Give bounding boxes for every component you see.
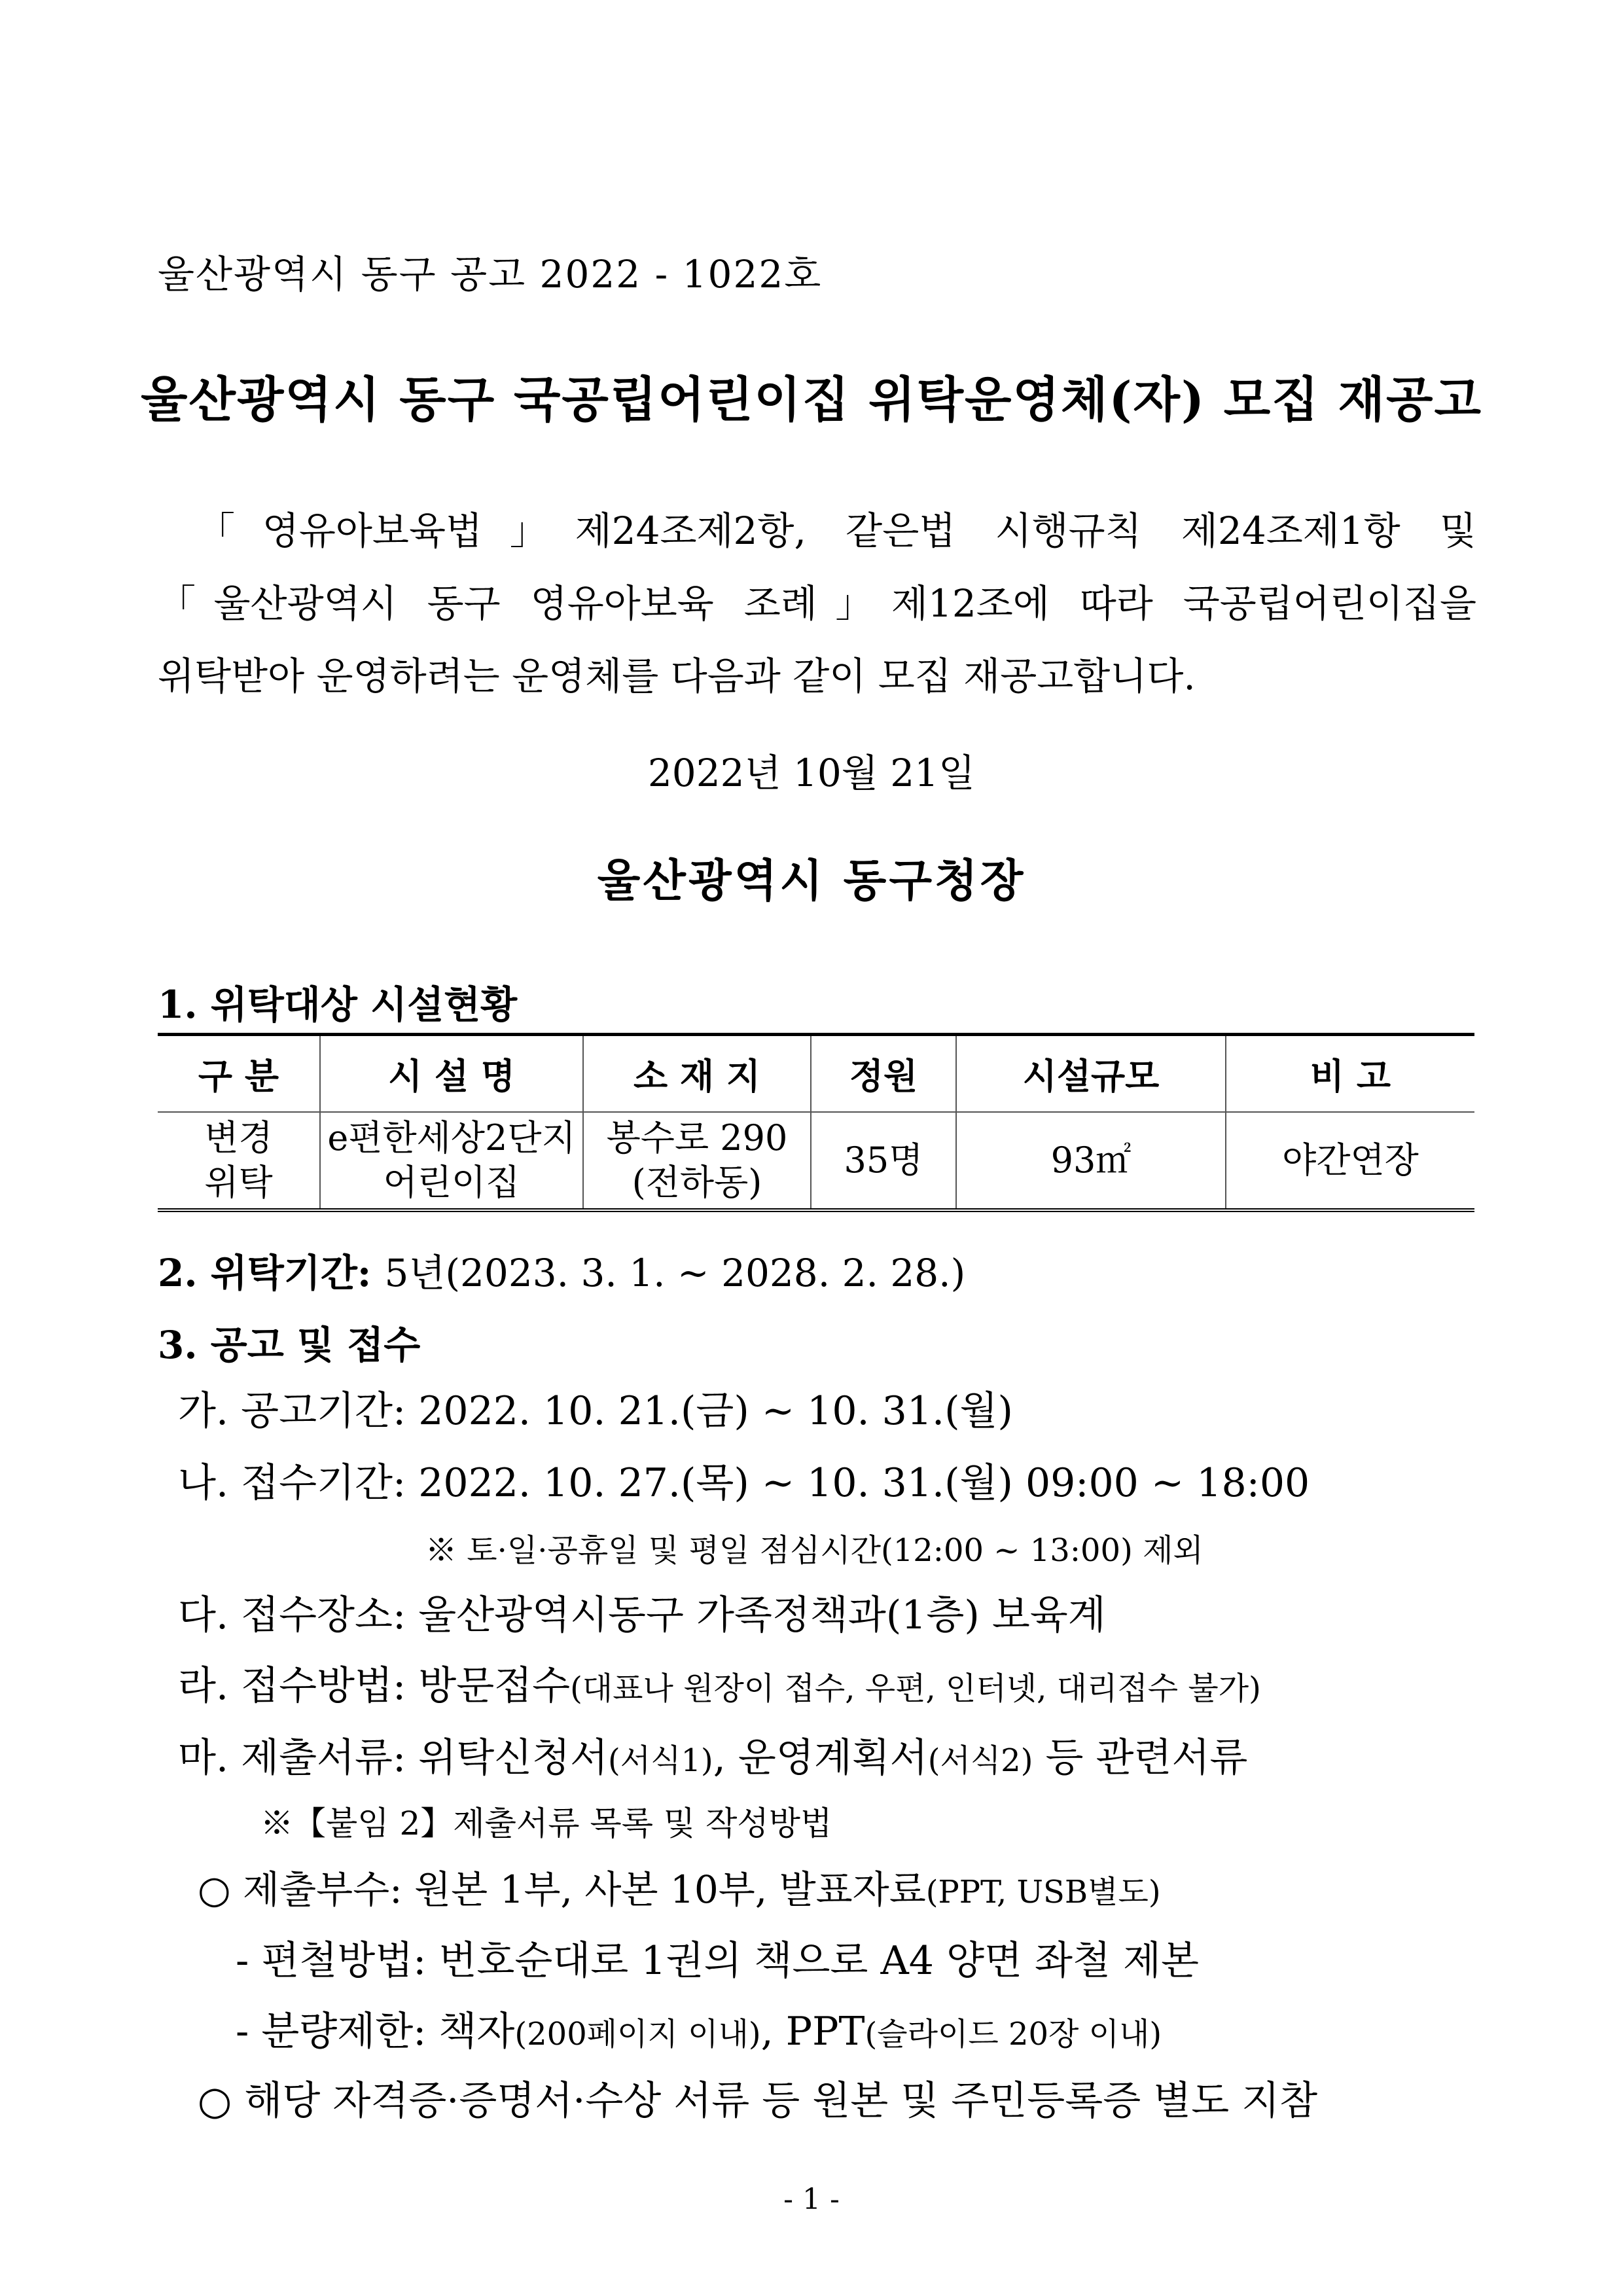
issuer: 울산광역시 동구청장 — [597, 855, 1026, 907]
column-header: 시 설 명 — [320, 1035, 583, 1112]
column-header: 시설규모 — [956, 1035, 1226, 1112]
notice-number: 울산광역시 동구 공고 2022 - 1022호 — [158, 252, 823, 296]
originals-item: ○ 해당 자격증·증명서·수상 서류 등 원본 및 주민등록증 별도 지참 — [198, 2078, 1318, 2124]
column-header: 정원 — [811, 1035, 956, 1112]
cell-line: e편한세상2단지 — [327, 1117, 576, 1158]
limit-text: , PPT — [760, 2009, 865, 2054]
volume-limit-item — [236, 2000, 1162, 2056]
intro-line: 위탁받아 운영하려는 운영체를 다음과 같이 모집 재공고합니다. — [158, 654, 1196, 698]
doc-form: (서식2) — [927, 1742, 1033, 1779]
doc-form: (서식1) — [608, 1742, 713, 1779]
cell-line: (전하동) — [632, 1161, 762, 1203]
method-detail: (대표나 원장이 접수, 우편, 인터넷, 대리접수 불가) — [570, 1670, 1261, 1707]
intro-paragraph — [158, 495, 1476, 713]
table-row — [158, 1112, 1474, 1210]
application-period: 나. 접수기간: 2022. 10. 27.(목) ~ 10. 31.(월) 09:00 ~ 18:00 — [178, 1460, 1310, 1506]
method-label: 라. 접수방법: 방문접수 — [178, 1663, 571, 1709]
copies-item — [198, 1859, 1161, 1914]
column-header: 소 재 지 — [583, 1035, 811, 1112]
page-number: - 1 - — [783, 2183, 840, 2216]
table-cell-capacity: 35명 — [811, 1112, 956, 1210]
cell-line: 위탁 — [204, 1161, 273, 1203]
table-cell-size: 93㎡ — [956, 1112, 1226, 1210]
table-cell-address — [583, 1112, 811, 1210]
cell-line: 변경 — [204, 1117, 273, 1158]
intro-line: 「울산광역시 동구 영유아보육 조례」제12조에 따라 국공립어린이집을 — [158, 581, 1476, 626]
copies-detail: (PPT, USB별도) — [925, 1874, 1161, 1910]
application-place: 다. 접수장소: 울산광역시동구 가족정책과(1층) 보육계 — [178, 1592, 1106, 1638]
section-heading — [158, 1242, 965, 1297]
contract-period: 5년(2023. 3. 1. ~ 2028. 2. 28.) — [384, 1251, 966, 1295]
limit-detail: (200페이지 이내) — [514, 2016, 761, 2053]
limit-text: - 분량제한: 책자 — [236, 2009, 515, 2054]
doc-text: , 운영계획서 — [713, 1735, 928, 1781]
notice-period: 가. 공고기간: 2022. 10. 21.(금) ~ 10. 31.(월) — [178, 1388, 1013, 1434]
required-documents — [178, 1727, 1247, 1783]
section-label: 2. 위탁기간: — [158, 1251, 372, 1295]
facility-table — [158, 1033, 1474, 1212]
doc-text: 마. 제출서류: 위탁신청서 — [178, 1735, 609, 1781]
attachment-note: ※【붙임 2】제출서류 목록 및 작성방법 — [260, 1804, 832, 1842]
table-header-row — [158, 1035, 1474, 1112]
cell-line: 어린이집 — [383, 1161, 520, 1203]
table-cell-type — [158, 1112, 320, 1210]
column-header: 구 분 — [158, 1035, 320, 1112]
column-header: 비 고 — [1226, 1035, 1474, 1112]
application-method — [178, 1655, 1261, 1711]
doc-text: 등 관련서류 — [1033, 1735, 1248, 1781]
section-heading: 1. 위탁대상 시설현황 — [158, 982, 518, 1027]
binding-item: - 편철방법: 번호순대로 1권의 책으로 A4 양면 좌철 제본 — [236, 1938, 1199, 1984]
section-heading: 3. 공고 및 접수 — [158, 1323, 421, 1367]
table-cell-note: 야간연장 — [1226, 1112, 1474, 1210]
limit-detail: (슬라이드 20장 이내) — [865, 2016, 1162, 2053]
table-cell-name — [320, 1112, 583, 1210]
copies-text: ○ 제출부수: 원본 1부, 사본 10부, 발표자료 — [198, 1867, 926, 1912]
exclusion-note: ※ 토·일·공휴일 및 평일 점심시간(12:00 ~ 13:00) 제외 — [425, 1532, 1204, 1569]
cell-line: 봉수로 290 — [606, 1117, 788, 1158]
document-title: 울산광역시 동구 국공립어린이집 위탁운영체(자) 모집 재공고 — [141, 372, 1482, 428]
notice-date: 2022년 10월 21일 — [647, 751, 976, 795]
intro-line: 「영유아보육법」제24조제2항, 같은법 시행규칙 제24조제1항 및 — [197, 509, 1476, 553]
